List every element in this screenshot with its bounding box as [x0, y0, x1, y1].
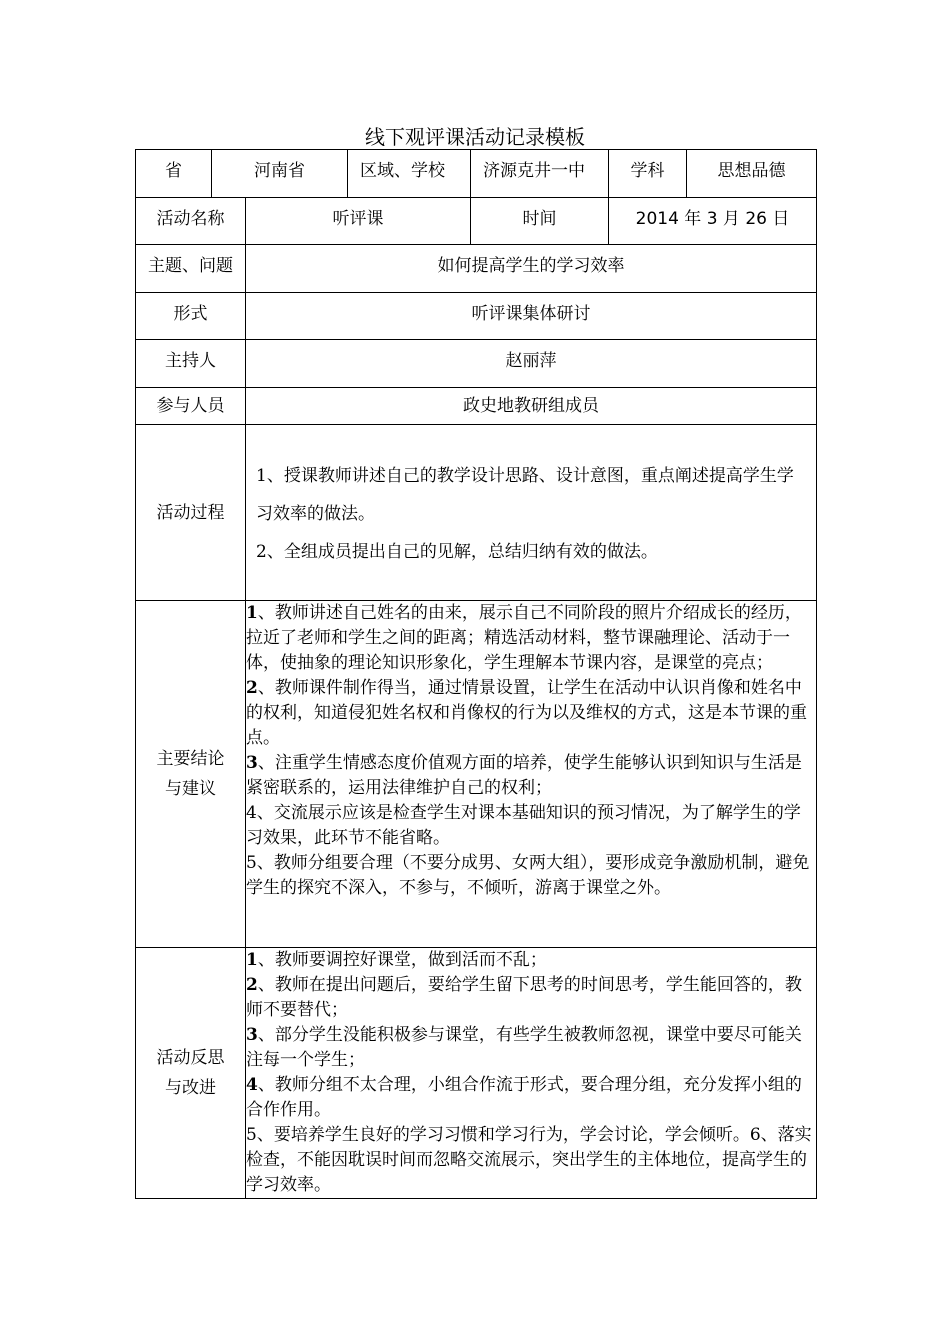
page-title: 线下观评课活动记录模板 — [365, 125, 585, 149]
activity-name-value: 听评课 — [246, 198, 471, 245]
row-host — [136, 340, 817, 388]
row-topic — [136, 245, 817, 293]
process-label: 活动过程 — [136, 425, 246, 601]
participants-value: 政史地教研组成员 — [246, 388, 817, 425]
conclusion-item: 1、教师讲述自己姓名的由来，展示自己不同阶段的照片介绍成长的经历，拉近了老师和学生之间的距离；精选活动材料，整节课融理论、活动于一体，使抽象的理论知识形象化，学生理解本节课内容，是课堂的亮点； — [246, 603, 802, 673]
reflection-content — [246, 948, 817, 1199]
process-content — [246, 425, 817, 601]
province-label: 省 — [136, 150, 212, 198]
row-activity-name — [136, 198, 817, 245]
row-province — [136, 150, 817, 198]
participants-label: 参与人员 — [136, 388, 246, 425]
province-value: 河南省 — [212, 150, 348, 198]
conclusions-label-line1: 主要结论 — [156, 749, 225, 769]
subject-value: 思想品德 — [687, 150, 817, 198]
activity-record-table — [135, 149, 817, 1199]
time-label: 时间 — [471, 198, 609, 245]
row-format — [136, 293, 817, 340]
topic-label: 主题、问题 — [136, 245, 246, 293]
activity-name-label: 活动名称 — [136, 198, 246, 245]
conclusion-item: 5、教师分组要合理（不要分成男、女两大组），要形成竞争激励机制，避免学生的探究不深入，不参与，不倾听，游离于课堂之外。 — [246, 853, 810, 898]
process-item: 1、授课教师讲述自己的教学设计思路、设计意图，重点阐述提高学生学习效率的做法。 — [256, 466, 794, 524]
row-reflection — [136, 948, 817, 1199]
conclusions-content — [246, 601, 817, 948]
subject-label: 学科 — [609, 150, 687, 198]
process-item: 2、全组成员提出自己的见解，总结归纳有效的做法。 — [256, 542, 658, 562]
conclusion-item: 4、交流展示应该是检查学生对课本基础知识的预习情况，为了解学生的学习效果，此环节不能省略。 — [246, 803, 801, 848]
row-process — [136, 425, 817, 601]
time-value: 2014 年 3 月 26 日 — [609, 198, 817, 245]
region-label: 区域、学校 — [348, 150, 471, 198]
format-value: 听评课集体研讨 — [246, 293, 817, 340]
conclusion-item: 2、教师课件制作得当，通过情景设置，让学生在活动中认识肖像和姓名中的权利，知道侵犯姓名权和肖像权的行为以及维权的方式，这是本节课的重点。 — [246, 678, 807, 748]
topic-value: 如何提高学生的学习效率 — [246, 245, 817, 293]
conclusions-label — [136, 601, 246, 948]
reflection-item: 3、部分学生没能积极参与课堂，有些学生被教师忽视，课堂中要尽可能关注每一个学生； — [246, 1025, 802, 1070]
host-label: 主持人 — [136, 340, 246, 388]
reflection-label — [136, 948, 246, 1199]
reflection-item: 1、教师要调控好课堂，做到活而不乱； — [246, 950, 547, 970]
conclusions-label-line2: 与建议 — [165, 779, 216, 799]
conclusion-item: 3、注重学生情感态度价值观方面的培养，使学生能够认识到知识与生活是紧密联系的，运用法律维护自己的权利； — [246, 753, 802, 798]
row-conclusions — [136, 601, 817, 948]
reflection-item: 4、教师分组不太合理，小组合作流于形式，要合理分组，充分发挥小组的合作作用。 — [246, 1075, 802, 1120]
region-value: 济源克井一中 — [471, 150, 609, 198]
reflection-item: 5、要培养学生良好的学习习惯和学习行为，学会讨论，学会倾听。6、落实检查，不能因耽误时间而忽略交流展示，突出学生的主体地位，提高学生的学习效率。 — [246, 1125, 812, 1195]
reflection-label-line1: 活动反思 — [156, 1048, 225, 1068]
row-participants — [136, 388, 817, 425]
reflection-item: 2、教师在提出问题后，要给学生留下思考的时间思考，学生能回答的，教师不要替代； — [246, 975, 802, 1020]
format-label: 形式 — [136, 293, 246, 340]
host-value: 赵丽萍 — [246, 340, 817, 388]
reflection-label-line2: 与改进 — [165, 1078, 216, 1098]
